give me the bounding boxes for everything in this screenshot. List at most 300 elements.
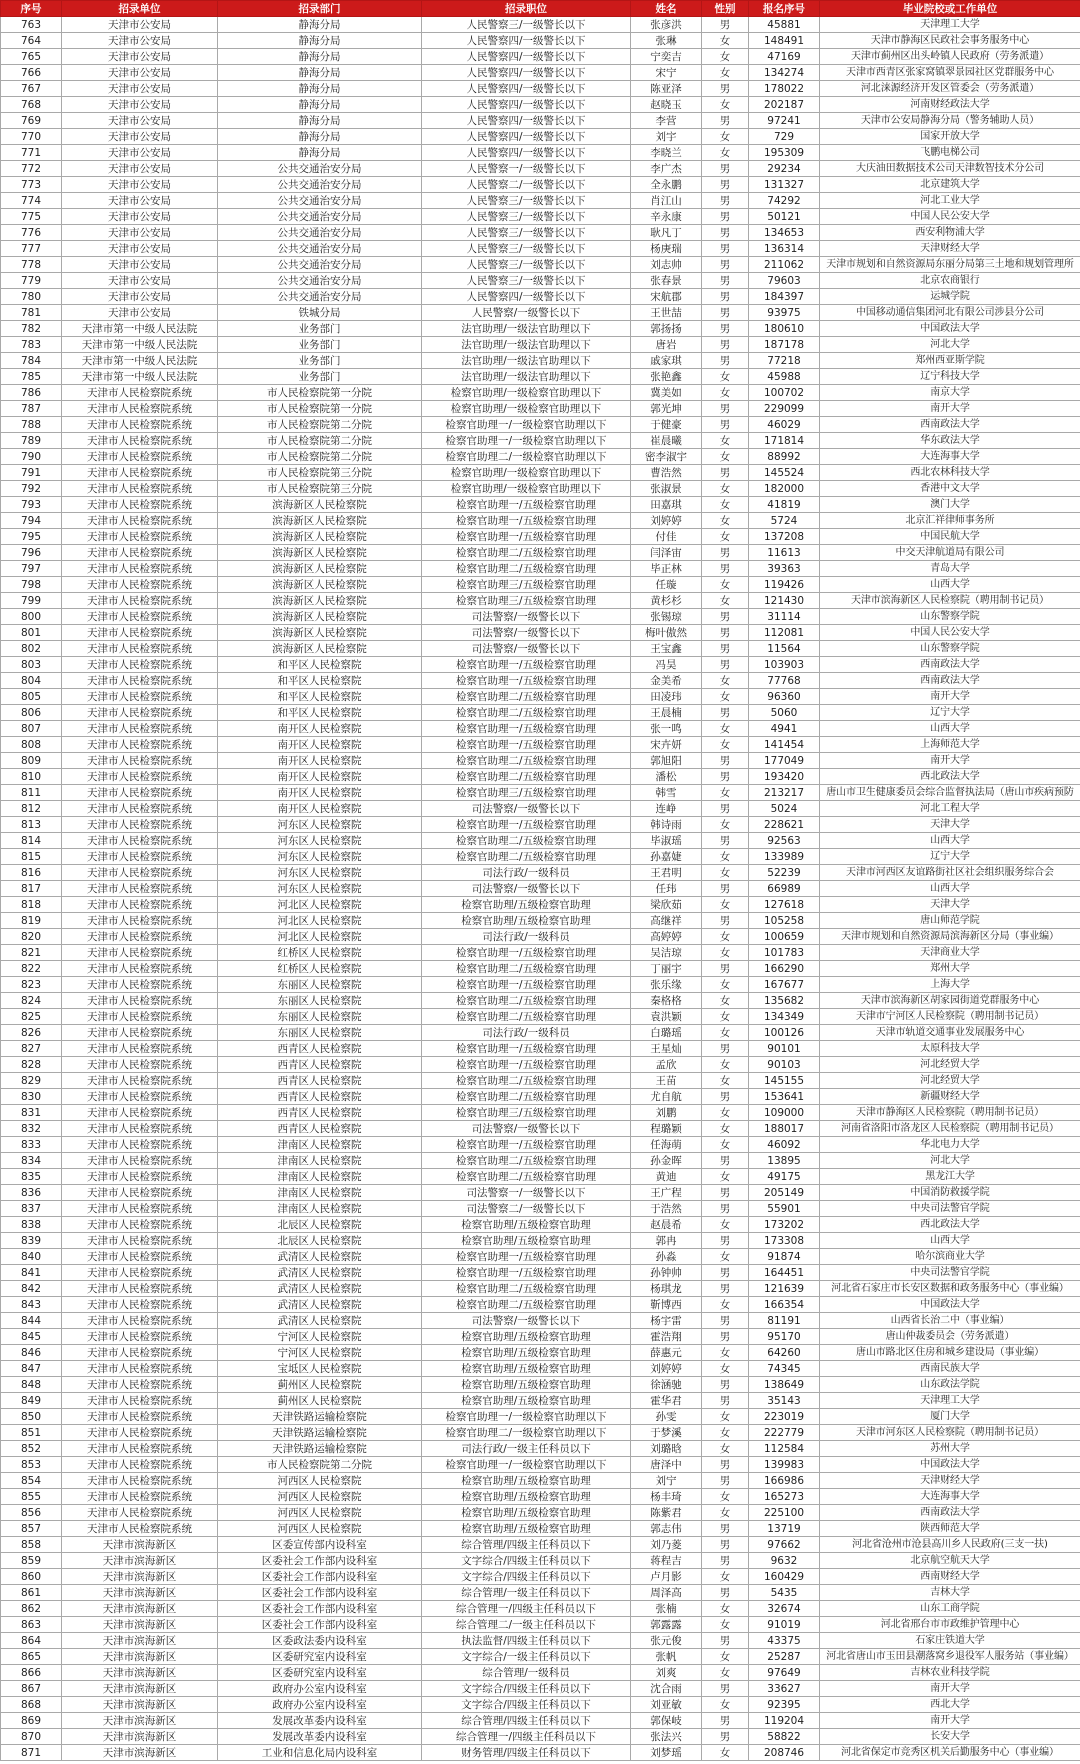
- cell-name: 霍华君: [631, 1393, 702, 1409]
- cell-index: 861: [1, 1585, 62, 1601]
- cell-school: 苏州大学: [820, 1441, 1080, 1457]
- cell-gender: 男: [702, 81, 749, 97]
- cell-name: 刘鹏: [631, 1105, 702, 1121]
- cell-name: 戚家琪: [631, 353, 702, 369]
- cell-index: 779: [1, 273, 62, 289]
- cell-name: 尤自航: [631, 1089, 702, 1105]
- cell-reg-no: 105258: [749, 913, 820, 929]
- cell-department: 静海分局: [218, 97, 422, 113]
- cell-position: 综合管理/一级科员: [422, 1665, 631, 1681]
- cell-index: 766: [1, 65, 62, 81]
- table-row: [1, 913, 1080, 929]
- cell-department: 市人民检察院第二分院: [218, 433, 422, 449]
- table-row: [1, 561, 1080, 577]
- cell-department: 河东区人民检察院: [218, 865, 422, 881]
- table-row: [1, 97, 1080, 113]
- cell-name: 任海萌: [631, 1137, 702, 1153]
- cell-reg-no: 138649: [749, 1377, 820, 1393]
- cell-position: 检察官助理一/五级检察官助理: [422, 1265, 631, 1281]
- cell-gender: 女: [702, 849, 749, 865]
- cell-name: 赵晓玉: [631, 97, 702, 113]
- cell-index: 813: [1, 817, 62, 833]
- cell-gender: 女: [702, 1105, 749, 1121]
- cell-school: 河北涞源经济开发区管委会（劳务派遣）: [820, 81, 1080, 97]
- cell-index: 832: [1, 1121, 62, 1137]
- cell-position: 检察官助理一/五级检察官助理: [422, 1249, 631, 1265]
- table-row: [1, 433, 1080, 449]
- table-row: [1, 65, 1080, 81]
- cell-reg-no: 97241: [749, 113, 820, 129]
- cell-school: 山东警察学院: [820, 641, 1080, 657]
- cell-department: 河东区人民检察院: [218, 817, 422, 833]
- table-row: [1, 993, 1080, 1009]
- cell-unit: 天津市公安局: [62, 17, 218, 33]
- cell-department: 南开区人民检察院: [218, 769, 422, 785]
- cell-gender: 男: [702, 273, 749, 289]
- cell-reg-no: 109000: [749, 1105, 820, 1121]
- cell-school: 天津市轨道交通事业发展服务中心: [820, 1025, 1080, 1041]
- cell-reg-no: 5724: [749, 513, 820, 529]
- cell-department: 区委研究室内设科室: [218, 1649, 422, 1665]
- cell-name: 陈亚泽: [631, 81, 702, 97]
- cell-department: 铁城分局: [218, 305, 422, 321]
- cell-reg-no: 49175: [749, 1169, 820, 1185]
- cell-position: 司法警察/一级警长以下: [422, 1313, 631, 1329]
- cell-position: 检察官助理/一级检察官助理以下: [422, 401, 631, 417]
- cell-department: 滨海新区人民检察院: [218, 529, 422, 545]
- cell-reg-no: 97662: [749, 1537, 820, 1553]
- cell-unit: 天津市人民检察院系统: [62, 561, 218, 577]
- cell-index: 768: [1, 97, 62, 113]
- header-position: 招录职位: [422, 1, 631, 17]
- cell-department: 市人民检察院第二分院: [218, 417, 422, 433]
- cell-reg-no: 148491: [749, 33, 820, 49]
- cell-position: 检察官助理一/一级检察官助理以下: [422, 433, 631, 449]
- cell-index: 816: [1, 865, 62, 881]
- cell-unit: 天津市公安局: [62, 225, 218, 241]
- cell-department: 公共交通治安分局: [218, 209, 422, 225]
- cell-gender: 男: [702, 289, 749, 305]
- cell-unit: 天津市公安局: [62, 273, 218, 289]
- cell-unit: 天津市人民检察院系统: [62, 1377, 218, 1393]
- cell-name: 薛惠元: [631, 1345, 702, 1361]
- cell-name: 刘宁: [631, 1473, 702, 1489]
- cell-gender: 女: [702, 385, 749, 401]
- cell-name: 张锡琼: [631, 609, 702, 625]
- cell-name: 于健豪: [631, 417, 702, 433]
- table-row: [1, 625, 1080, 641]
- cell-school: 天津市河西区友谊路街社区社会组织服务综合会: [820, 865, 1080, 881]
- cell-school: 河北工业大学: [820, 193, 1080, 209]
- cell-gender: 男: [702, 833, 749, 849]
- cell-department: 滨海新区人民检察院: [218, 593, 422, 609]
- cell-name: 刘宇: [631, 129, 702, 145]
- header-reg-no: 报名序号: [749, 1, 820, 17]
- cell-index: 870: [1, 1729, 62, 1745]
- cell-index: 781: [1, 305, 62, 321]
- cell-department: 东丽区人民检察院: [218, 1025, 422, 1041]
- table-row: [1, 545, 1080, 561]
- cell-name: 郭扬扬: [631, 321, 702, 337]
- cell-gender: 女: [702, 1617, 749, 1633]
- cell-index: 767: [1, 81, 62, 97]
- cell-department: 宁河区人民检察院: [218, 1345, 422, 1361]
- cell-gender: 男: [702, 1585, 749, 1601]
- cell-name: 高继祥: [631, 913, 702, 929]
- cell-position: 文字综合/四级主任科员以下: [422, 1697, 631, 1713]
- cell-unit: 天津市人民检察院系统: [62, 785, 218, 801]
- table-row: [1, 753, 1080, 769]
- cell-school: 哈尔滨商业大学: [820, 1249, 1080, 1265]
- table-row: [1, 1697, 1080, 1713]
- cell-reg-no: 211062: [749, 257, 820, 273]
- cell-reg-no: 187178: [749, 337, 820, 353]
- cell-position: 人民警察三/一级警长以下: [422, 17, 631, 33]
- cell-gender: 女: [702, 1121, 749, 1137]
- cell-position: 检察官助理一/一级检察官助理以下: [422, 1409, 631, 1425]
- cell-index: 840: [1, 1249, 62, 1265]
- cell-name: 宋宁: [631, 65, 702, 81]
- cell-department: 东丽区人民检察院: [218, 977, 422, 993]
- cell-gender: 女: [702, 1009, 749, 1025]
- cell-department: 河东区人民检察院: [218, 881, 422, 897]
- table-row: [1, 369, 1080, 385]
- table-row: [1, 945, 1080, 961]
- cell-position: 检察官助理二/五级检察官助理: [422, 769, 631, 785]
- cell-school: 陕西师范大学: [820, 1521, 1080, 1537]
- cell-reg-no: 213217: [749, 785, 820, 801]
- cell-name: 田嘉琪: [631, 497, 702, 513]
- cell-department: 河北区人民检察院: [218, 913, 422, 929]
- table-row: [1, 1089, 1080, 1105]
- cell-gender: 女: [702, 689, 749, 705]
- cell-unit: 天津市滨海新区: [62, 1553, 218, 1569]
- cell-gender: 男: [702, 705, 749, 721]
- table-row: [1, 113, 1080, 129]
- cell-school: 天津大学: [820, 817, 1080, 833]
- cell-department: 津南区人民检察院: [218, 1153, 422, 1169]
- cell-school: 唐山师范学院: [820, 913, 1080, 929]
- cell-reg-no: 13719: [749, 1521, 820, 1537]
- cell-school: 天津市河东区人民检察院（聘用制书记员）: [820, 1425, 1080, 1441]
- cell-index: 795: [1, 529, 62, 545]
- cell-reg-no: 166290: [749, 961, 820, 977]
- cell-school: 西南民族大学: [820, 1361, 1080, 1377]
- cell-reg-no: 223019: [749, 1409, 820, 1425]
- cell-department: 业务部门: [218, 369, 422, 385]
- cell-school: 西南政法大学: [820, 673, 1080, 689]
- cell-gender: 男: [702, 1681, 749, 1697]
- cell-reg-no: 79603: [749, 273, 820, 289]
- cell-index: 807: [1, 721, 62, 737]
- cell-unit: 天津市人民检察院系统: [62, 641, 218, 657]
- table-row: [1, 465, 1080, 481]
- cell-reg-no: 121639: [749, 1281, 820, 1297]
- cell-position: 司法警察/一级警长以下: [422, 609, 631, 625]
- cell-unit: 天津市公安局: [62, 113, 218, 129]
- cell-department: 西青区人民检察院: [218, 1089, 422, 1105]
- cell-gender: 女: [702, 1601, 749, 1617]
- cell-unit: 天津市人民检察院系统: [62, 1137, 218, 1153]
- cell-unit: 天津市人民检察院系统: [62, 1201, 218, 1217]
- cell-position: 司法行政/一级主任科员以下: [422, 1441, 631, 1457]
- cell-department: 西青区人民检察院: [218, 1041, 422, 1057]
- cell-school: 河北省石家庄市长安区数据和政务服务中心（事业编）: [820, 1281, 1080, 1297]
- cell-department: 静海分局: [218, 33, 422, 49]
- cell-reg-no: 127618: [749, 897, 820, 913]
- cell-position: 人民警察四/一级警长以下: [422, 49, 631, 65]
- table-row: [1, 417, 1080, 433]
- header-row: [1, 1, 1080, 17]
- cell-reg-no: 139983: [749, 1457, 820, 1473]
- cell-index: 869: [1, 1713, 62, 1729]
- table-row: [1, 785, 1080, 801]
- cell-index: 859: [1, 1553, 62, 1569]
- cell-department: 蓟州区人民检察院: [218, 1393, 422, 1409]
- cell-index: 835: [1, 1169, 62, 1185]
- cell-department: 南开区人民检察院: [218, 721, 422, 737]
- cell-name: 肖江山: [631, 193, 702, 209]
- table-row: [1, 1745, 1080, 1761]
- cell-index: 777: [1, 241, 62, 257]
- cell-index: 823: [1, 977, 62, 993]
- cell-index: 860: [1, 1569, 62, 1585]
- cell-unit: 天津市公安局: [62, 145, 218, 161]
- cell-unit: 天津市人民检察院系统: [62, 385, 218, 401]
- cell-school: 天津市蓟州区出头岭镇人民政府（劳务派遣）: [820, 49, 1080, 65]
- cell-position: 人民警察三/一级警长以下: [422, 193, 631, 209]
- cell-unit: 天津市滨海新区: [62, 1649, 218, 1665]
- cell-school: 厦门大学: [820, 1409, 1080, 1425]
- cell-name: 秦格格: [631, 993, 702, 1009]
- cell-school: 中国人民公安大学: [820, 209, 1080, 225]
- cell-reg-no: 13895: [749, 1153, 820, 1169]
- cell-name: 冯昊: [631, 657, 702, 673]
- cell-name: 韩诗雨: [631, 817, 702, 833]
- cell-reg-no: 134653: [749, 225, 820, 241]
- table-row: [1, 481, 1080, 497]
- table-row: [1, 1521, 1080, 1537]
- cell-reg-no: 160429: [749, 1569, 820, 1585]
- cell-name: 王星灿: [631, 1041, 702, 1057]
- cell-position: 检察官助理/一级检察官助理以下: [422, 465, 631, 481]
- cell-school: 河北省保定市竞秀区机关后勤服务中心（事业编）: [820, 1745, 1080, 1761]
- cell-index: 788: [1, 417, 62, 433]
- cell-index: 806: [1, 705, 62, 721]
- cell-department: 东丽区人民检察院: [218, 1009, 422, 1025]
- table-row: [1, 1169, 1080, 1185]
- cell-index: 801: [1, 625, 62, 641]
- cell-index: 812: [1, 801, 62, 817]
- cell-reg-no: 208746: [749, 1745, 820, 1761]
- cell-index: 771: [1, 145, 62, 161]
- cell-gender: 男: [702, 1537, 749, 1553]
- cell-position: 法官助理/一级法官助理以下: [422, 321, 631, 337]
- cell-department: 津南区人民检察院: [218, 1169, 422, 1185]
- cell-position: 检察官助理二/五级检察官助理: [422, 561, 631, 577]
- cell-name: 郭光坤: [631, 401, 702, 417]
- cell-unit: 天津市第一中级人民法院: [62, 337, 218, 353]
- cell-school: 黑龙江大学: [820, 1169, 1080, 1185]
- cell-reg-no: 131327: [749, 177, 820, 193]
- cell-reg-no: 81191: [749, 1313, 820, 1329]
- table-row: [1, 897, 1080, 913]
- cell-position: 检察官助理二/一级检察官助理以下: [422, 449, 631, 465]
- cell-position: 文字综合/一级主任科员以下: [422, 1649, 631, 1665]
- table-row: [1, 1249, 1080, 1265]
- cell-index: 853: [1, 1457, 62, 1473]
- cell-unit: 天津市公安局: [62, 305, 218, 321]
- cell-gender: 男: [702, 209, 749, 225]
- cell-position: 执法监督/四级主任科员以下: [422, 1633, 631, 1649]
- cell-name: 孙金晖: [631, 1153, 702, 1169]
- table-row: [1, 145, 1080, 161]
- table-row: [1, 801, 1080, 817]
- cell-school: 河北大学: [820, 337, 1080, 353]
- cell-index: 858: [1, 1537, 62, 1553]
- header-name: 姓名: [631, 1, 702, 17]
- cell-department: 静海分局: [218, 65, 422, 81]
- cell-index: 838: [1, 1217, 62, 1233]
- cell-reg-no: 31114: [749, 609, 820, 625]
- cell-gender: 男: [702, 353, 749, 369]
- cell-department: 静海分局: [218, 113, 422, 129]
- cell-gender: 女: [702, 1569, 749, 1585]
- cell-name: 王世喆: [631, 305, 702, 321]
- cell-index: 808: [1, 737, 62, 753]
- cell-department: 西青区人民检察院: [218, 1073, 422, 1089]
- cell-unit: 天津市人民检察院系统: [62, 977, 218, 993]
- cell-unit: 天津市人民检察院系统: [62, 1505, 218, 1521]
- cell-department: 静海分局: [218, 17, 422, 33]
- table-row: [1, 1681, 1080, 1697]
- cell-unit: 天津市人民检察院系统: [62, 1313, 218, 1329]
- cell-index: 871: [1, 1745, 62, 1761]
- cell-gender: 女: [702, 1345, 749, 1361]
- cell-reg-no: 90103: [749, 1057, 820, 1073]
- cell-reg-no: 41819: [749, 497, 820, 513]
- cell-reg-no: 205149: [749, 1185, 820, 1201]
- cell-position: 检察官助理/五级检察官助理: [422, 1361, 631, 1377]
- table-row: [1, 193, 1080, 209]
- cell-unit: 天津市滨海新区: [62, 1745, 218, 1761]
- cell-unit: 天津市人民检察院系统: [62, 609, 218, 625]
- cell-name: 冀美如: [631, 385, 702, 401]
- cell-school: 北京汇祥律师事务所: [820, 513, 1080, 529]
- cell-name: 张乐缘: [631, 977, 702, 993]
- cell-unit: 天津市人民检察院系统: [62, 481, 218, 497]
- cell-reg-no: 134274: [749, 65, 820, 81]
- cell-index: 839: [1, 1233, 62, 1249]
- cell-position: 人民警察三/一级警长以下: [422, 241, 631, 257]
- cell-department: 公共交通治安分局: [218, 161, 422, 177]
- cell-unit: 天津市人民检察院系统: [62, 1393, 218, 1409]
- cell-department: 滨海新区人民检察院: [218, 513, 422, 529]
- cell-name: 刘亚敏: [631, 1697, 702, 1713]
- cell-gender: 男: [702, 913, 749, 929]
- cell-unit: 天津市人民检察院系统: [62, 1025, 218, 1041]
- cell-reg-no: 135682: [749, 993, 820, 1009]
- cell-position: 检察官助理一/五级检察官助理: [422, 817, 631, 833]
- cell-department: 宝坻区人民检察院: [218, 1361, 422, 1377]
- cell-index: 818: [1, 897, 62, 913]
- cell-reg-no: 50121: [749, 209, 820, 225]
- cell-unit: 天津市滨海新区: [62, 1681, 218, 1697]
- cell-department: 区委宣传部内设科室: [218, 1537, 422, 1553]
- cell-school: 天津财经大学: [820, 1473, 1080, 1489]
- cell-unit: 天津市人民检察院系统: [62, 1073, 218, 1089]
- cell-reg-no: 134349: [749, 1009, 820, 1025]
- cell-name: 唐岩: [631, 337, 702, 353]
- cell-unit: 天津市滨海新区: [62, 1537, 218, 1553]
- cell-school: 中国消防救援学院: [820, 1185, 1080, 1201]
- cell-reg-no: 5024: [749, 801, 820, 817]
- cell-name: 张彦洪: [631, 17, 702, 33]
- cell-gender: 男: [702, 801, 749, 817]
- table-row: [1, 337, 1080, 353]
- cell-school: 运城学院: [820, 289, 1080, 305]
- cell-index: 811: [1, 785, 62, 801]
- cell-reg-no: 202187: [749, 97, 820, 113]
- cell-school: 河北经贸大学: [820, 1073, 1080, 1089]
- cell-school: 吉林农业科技学院: [820, 1665, 1080, 1681]
- cell-unit: 天津市人民检察院系统: [62, 545, 218, 561]
- cell-gender: 男: [702, 257, 749, 273]
- table-row: [1, 49, 1080, 65]
- cell-department: 静海分局: [218, 129, 422, 145]
- cell-reg-no: 119204: [749, 1713, 820, 1729]
- cell-department: 滨海新区人民检察院: [218, 609, 422, 625]
- cell-gender: 男: [702, 561, 749, 577]
- cell-school: 河北工程大学: [820, 801, 1080, 817]
- cell-unit: 天津市人民检察院系统: [62, 833, 218, 849]
- cell-name: 孙雯: [631, 1409, 702, 1425]
- cell-department: 公共交通治安分局: [218, 241, 422, 257]
- cell-school: 大庆油田数据技术公司天津数智技术分公司: [820, 161, 1080, 177]
- cell-gender: 男: [702, 1041, 749, 1057]
- cell-reg-no: 5060: [749, 705, 820, 721]
- cell-name: 任玮: [631, 881, 702, 897]
- cell-index: 845: [1, 1329, 62, 1345]
- cell-name: 刘乃菱: [631, 1537, 702, 1553]
- cell-department: 公共交通治安分局: [218, 193, 422, 209]
- cell-gender: 男: [702, 305, 749, 321]
- cell-school: 西安利物浦大学: [820, 225, 1080, 241]
- table-row: [1, 865, 1080, 881]
- cell-school: 天津市规划和自然资源局滨海新区分局（事业编）: [820, 929, 1080, 945]
- cell-department: 发展改革委内设科室: [218, 1729, 422, 1745]
- cell-position: 人民警察四/一级警长以下: [422, 129, 631, 145]
- cell-position: 检察官助理三/五级检察官助理: [422, 593, 631, 609]
- cell-index: 791: [1, 465, 62, 481]
- cell-unit: 天津市人民检察院系统: [62, 433, 218, 449]
- cell-department: 河北区人民检察院: [218, 929, 422, 945]
- cell-unit: 天津市人民检察院系统: [62, 801, 218, 817]
- cell-name: 杨丰琦: [631, 1489, 702, 1505]
- cell-unit: 天津市人民检察院系统: [62, 593, 218, 609]
- table-row: [1, 33, 1080, 49]
- cell-name: 刘璐晗: [631, 1441, 702, 1457]
- cell-department: 和平区人民检察院: [218, 689, 422, 705]
- cell-index: 792: [1, 481, 62, 497]
- cell-position: 检察官助理二/一级检察官助理以下: [422, 1425, 631, 1441]
- cell-department: 河东区人民检察院: [218, 833, 422, 849]
- cell-gender: 女: [702, 1745, 749, 1761]
- cell-reg-no: 119426: [749, 577, 820, 593]
- cell-position: 检察官助理/五级检察官助理: [422, 1329, 631, 1345]
- cell-name: 张帆: [631, 1649, 702, 1665]
- cell-department: 业务部门: [218, 321, 422, 337]
